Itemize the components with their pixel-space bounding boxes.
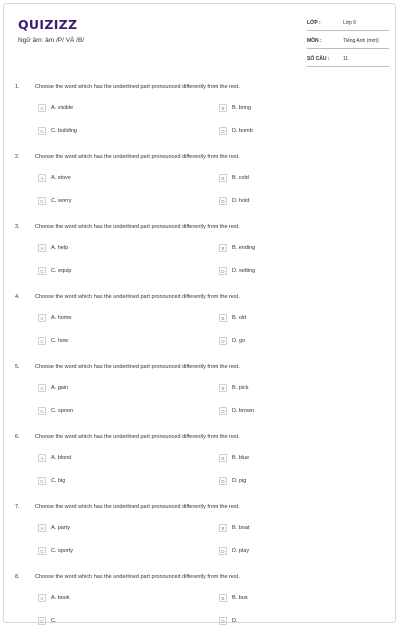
answer-option-d[interactable] — [219, 336, 245, 346]
question-item — [4, 294, 397, 364]
answer-option-d[interactable] — [219, 266, 255, 276]
question-text: Choose the word which has the underlined part pronounced differently from the rest. — [35, 84, 240, 90]
answer-option-c[interactable] — [38, 406, 73, 416]
answer-option-a[interactable] — [38, 103, 73, 113]
option-text: D. pig — [232, 478, 247, 484]
worksheet-title: Ngữ âm: âm /P/ VÀ /B/ — [18, 37, 85, 44]
meta-row-class — [307, 16, 389, 31]
option-letter-box[interactable]: B — [219, 594, 227, 602]
option-letter-box[interactable]: A — [38, 244, 46, 252]
answer-option-a[interactable] — [38, 313, 71, 323]
answer-option-c[interactable] — [38, 546, 73, 556]
question-text: Choose the word which has the underlined part pronounced differently from the rest. — [35, 364, 240, 370]
question-item — [4, 224, 397, 294]
question-number: 2. — [15, 154, 20, 160]
meta-row-count — [307, 52, 389, 67]
meta-value: Lớp 6 — [343, 20, 357, 26]
option-letter-box[interactable]: D — [219, 547, 227, 555]
option-letter-box[interactable]: B — [219, 104, 227, 112]
answer-option-c[interactable] — [38, 266, 72, 276]
option-text: D. — [232, 618, 238, 624]
option-text: A. party — [51, 525, 70, 531]
option-letter-box[interactable]: C — [38, 337, 46, 345]
option-text: A. help — [51, 245, 69, 251]
answer-option-c[interactable] — [38, 616, 57, 626]
question-item — [4, 574, 397, 644]
option-text: A. home — [51, 315, 72, 321]
option-letter-box[interactable]: B — [219, 524, 227, 532]
meta-label: SỐ CÂU : — [307, 56, 330, 62]
question-number: 3. — [15, 224, 20, 230]
option-text: C. worry — [51, 198, 72, 204]
answer-option-b[interactable] — [219, 383, 249, 393]
meta-label: LỚP : — [307, 20, 321, 26]
option-letter-box[interactable]: A — [38, 524, 46, 532]
option-letter-box[interactable]: D — [219, 197, 227, 205]
answer-option-d[interactable] — [219, 126, 253, 136]
question-text: Choose the word which has the underlined part pronounced differently from the rest. — [35, 434, 240, 440]
option-letter-box[interactable]: B — [219, 384, 227, 392]
question-text: Choose the word which has the underlined part pronounced differently from the rest. — [35, 154, 240, 160]
answer-option-a[interactable] — [38, 383, 68, 393]
option-text: D. play — [232, 548, 250, 554]
question-text: Choose the word which has the underlined part pronounced differently from the rest. — [35, 224, 240, 230]
question-text: Choose the word which has the underlined part pronounced differently from the rest. — [35, 294, 240, 300]
option-text: C. — [51, 618, 57, 624]
question-text: Choose the word which has the underlined part pronounced differently from the rest. — [35, 574, 240, 580]
option-text: C. big — [51, 478, 66, 484]
option-text: B. ending — [232, 245, 256, 251]
option-text: D. bomb — [232, 128, 253, 134]
answer-option-a[interactable] — [38, 243, 68, 253]
option-text: A. visible — [51, 105, 74, 111]
option-letter-box[interactable]: C — [38, 477, 46, 485]
option-letter-box[interactable]: D — [219, 477, 227, 485]
answer-option-c[interactable] — [38, 336, 68, 346]
answer-option-b[interactable] — [219, 243, 255, 253]
worksheet-page — [3, 3, 396, 623]
meta-value: 11 — [343, 56, 349, 62]
question-number: 7. — [15, 504, 20, 510]
option-text: A. book — [51, 595, 70, 601]
answer-option-a[interactable] — [38, 523, 70, 533]
option-text: A. gain — [51, 385, 69, 391]
answer-option-d[interactable] — [219, 196, 249, 206]
option-letter-box[interactable]: C — [38, 127, 46, 135]
answer-option-b[interactable] — [219, 313, 246, 323]
option-letter-box[interactable]: B — [219, 174, 227, 182]
answer-option-a[interactable] — [38, 593, 70, 603]
meta-label: MÔN : — [307, 38, 322, 44]
option-text: C. building — [51, 128, 77, 134]
question-item — [4, 84, 397, 154]
option-letter-box[interactable]: C — [38, 547, 46, 555]
answer-option-b[interactable] — [219, 103, 251, 113]
option-letter-box[interactable]: A — [38, 174, 46, 182]
answer-option-c[interactable] — [38, 126, 77, 136]
question-text: Choose the word which has the underlined part pronounced differently from the rest. — [35, 504, 240, 510]
answer-option-d[interactable] — [219, 406, 254, 416]
option-letter-box[interactable]: C — [38, 407, 46, 415]
option-letter-box[interactable]: B — [219, 244, 227, 252]
meta-row-subject — [307, 34, 389, 49]
option-text: B. bus — [232, 595, 248, 601]
question-item — [4, 364, 397, 434]
option-letter-box[interactable]: B — [219, 454, 227, 462]
option-text: C. how — [51, 338, 69, 344]
question-item — [4, 154, 397, 224]
answer-option-c[interactable] — [38, 196, 71, 206]
answer-option-d[interactable] — [219, 616, 238, 626]
option-text: C. equip — [51, 268, 72, 274]
question-number: 1. — [15, 84, 20, 90]
option-letter-box[interactable]: C — [38, 617, 46, 625]
option-text: A. stove — [51, 175, 71, 181]
worksheet-meta — [307, 16, 389, 70]
option-text: A. blond — [51, 455, 72, 461]
option-text: D. hold — [232, 198, 250, 204]
answer-option-a[interactable] — [38, 173, 71, 183]
quizizz-logo: QUIZIZZ — [18, 17, 78, 32]
option-letter-box[interactable]: D — [219, 267, 227, 275]
question-number: 5. — [15, 364, 20, 370]
answer-option-c[interactable] — [38, 476, 65, 486]
option-text: B. cold — [232, 175, 249, 181]
option-text: B. bring — [232, 105, 251, 111]
option-text: B. boat — [232, 525, 250, 531]
answer-option-d[interactable] — [219, 546, 249, 556]
option-letter-box[interactable]: C — [38, 197, 46, 205]
answer-option-a[interactable] — [38, 453, 71, 463]
meta-value: Tiếng Anh (mới) — [343, 38, 379, 44]
option-letter-box[interactable]: D — [219, 617, 227, 625]
question-number: 6. — [15, 434, 20, 440]
option-text: B. old — [232, 315, 247, 321]
option-letter-box[interactable]: C — [38, 267, 46, 275]
question-item — [4, 434, 397, 504]
answer-option-b[interactable] — [219, 173, 249, 183]
option-letter-box[interactable]: A — [38, 594, 46, 602]
option-letter-box[interactable]: D — [219, 337, 227, 345]
option-text: B. blue — [232, 455, 250, 461]
option-letter-box[interactable]: D — [219, 407, 227, 415]
option-text: C. sporty — [51, 548, 74, 554]
answer-option-b[interactable] — [219, 523, 249, 533]
option-text: D. go — [232, 338, 246, 344]
option-letter-box[interactable]: B — [219, 314, 227, 322]
option-letter-box[interactable]: D — [219, 127, 227, 135]
option-letter-box[interactable]: A — [38, 104, 46, 112]
option-text: C. spoon — [51, 408, 74, 414]
question-list — [4, 84, 397, 644]
answer-option-b[interactable] — [219, 593, 248, 603]
question-item — [4, 504, 397, 574]
option-text: D. brown — [232, 408, 255, 414]
option-letter-box[interactable]: A — [38, 454, 46, 462]
question-number: 4. — [15, 294, 20, 300]
answer-option-b[interactable] — [219, 453, 249, 463]
option-text: D. setting — [232, 268, 256, 274]
option-letter-box[interactable]: A — [38, 314, 46, 322]
answer-option-d[interactable] — [219, 476, 246, 486]
question-number: 8. — [15, 574, 20, 580]
option-letter-box[interactable]: A — [38, 384, 46, 392]
option-text: B. pick — [232, 385, 249, 391]
